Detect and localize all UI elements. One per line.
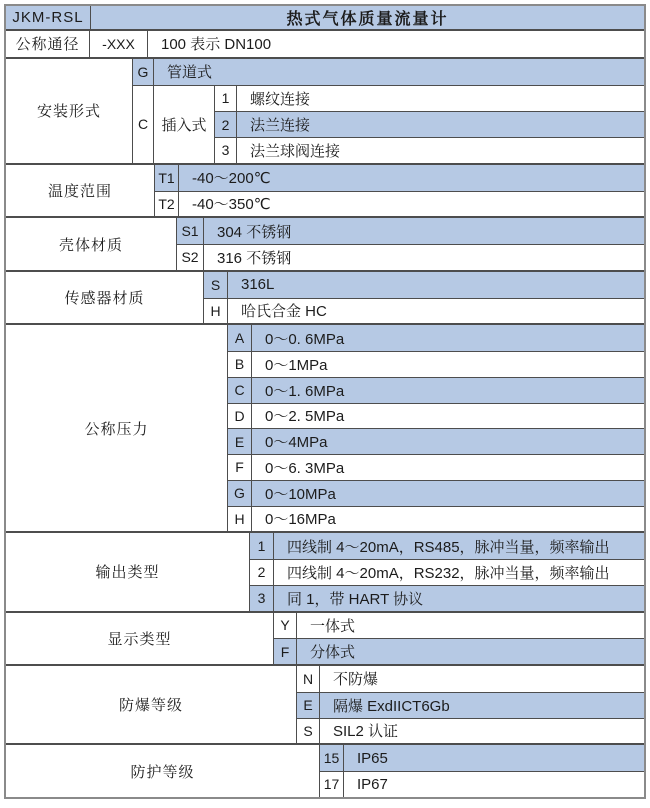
option-code: 3: [250, 586, 274, 611]
option-code: 1: [215, 86, 237, 112]
option-desc: 法兰连接: [237, 112, 644, 137]
option-code: S: [204, 272, 228, 298]
section-protection-rating: [6, 743, 644, 797]
option-code: Y: [274, 613, 297, 639]
option-code: G: [228, 481, 252, 506]
section-nominal-diameter: [6, 29, 644, 57]
table-row: [274, 638, 644, 664]
section-label: 防爆等级: [6, 666, 297, 743]
table-row: [228, 480, 644, 506]
table-row: [250, 559, 644, 585]
option-desc: 一体式: [310, 617, 356, 635]
option-code: 15: [320, 745, 344, 771]
option-code: F: [274, 639, 297, 664]
table-row: [320, 745, 644, 771]
option-code: 2: [215, 112, 237, 137]
option-desc: 同 1，带 HART 协议: [274, 586, 644, 611]
table-row: [133, 59, 644, 85]
option-desc: 0～0. 6MPa: [252, 325, 644, 351]
option-desc: 四线制 4～20mA，RS485，脉冲当量，频率输出: [274, 533, 644, 559]
option-code: A: [228, 325, 252, 351]
option-code: 3: [215, 138, 237, 163]
option-desc: 法兰球阀连接: [250, 142, 341, 160]
option-code: 2: [250, 560, 274, 585]
table-row: [228, 351, 644, 377]
option-desc: 0～1MPa: [265, 356, 328, 374]
table-row: [320, 771, 644, 797]
option-code: C: [133, 86, 154, 163]
option-code: T2: [155, 192, 179, 217]
option-desc: 四线制 4～20mA，RS232，脉冲当量，频率输出: [287, 564, 610, 582]
section-install-type: [6, 57, 644, 163]
option-desc: 0～6. 3MPa: [265, 459, 345, 477]
option-desc: 0～2. 5MPa: [265, 408, 345, 426]
option-code: S2: [177, 245, 204, 270]
option-code: 1: [250, 533, 274, 559]
section-explosion-proof-rating: [6, 664, 644, 743]
option-desc: 不防爆: [333, 671, 379, 689]
option-code: H: [204, 299, 228, 324]
model-code: JKM-RSL: [6, 6, 91, 29]
option-desc: IP65: [344, 745, 644, 771]
table-row: [297, 718, 644, 744]
option-desc: 100 表示 DN100: [161, 36, 272, 54]
section-display-type: [6, 611, 644, 665]
table-row: [228, 377, 644, 403]
table-row: [177, 218, 644, 244]
option-desc: 0～10MPa: [252, 481, 644, 506]
option-code: C: [228, 378, 252, 403]
table-row: [228, 325, 644, 351]
section-temperature-range: [6, 163, 644, 217]
model-selection-table: [4, 4, 646, 799]
option-code: E: [297, 693, 320, 718]
section-label: 防护等级: [6, 745, 320, 797]
option-desc: 316 不锈钢: [217, 249, 292, 267]
option-code: 17: [320, 772, 344, 797]
section-output-type: [6, 531, 644, 610]
section-label: 输出类型: [6, 533, 250, 610]
table-row: [215, 137, 644, 163]
section-label: 壳体材质: [6, 218, 177, 270]
option-desc: 隔爆 ExdIICT6Gb: [320, 693, 644, 718]
table-row: [274, 613, 644, 639]
option-desc: 哈氏合金 HC: [241, 303, 327, 321]
option-code: S1: [177, 218, 204, 244]
table-row: [228, 403, 644, 429]
table-row: [204, 272, 644, 298]
option-code: T1: [155, 165, 179, 191]
section-label: 公称通径: [6, 31, 90, 57]
table-row: [297, 666, 644, 692]
header-row: [6, 6, 644, 29]
option-code: -XXX: [90, 31, 148, 57]
option-desc: SIL2 认证: [333, 723, 399, 741]
table-row: [250, 533, 644, 559]
table-row: [155, 191, 644, 217]
option-desc: 分体式: [297, 639, 644, 664]
option-desc: 0～4MPa: [252, 429, 644, 454]
option-code: S: [297, 719, 320, 744]
option-desc: 0～16MPa: [265, 511, 336, 529]
option-desc: 304 不锈钢: [204, 218, 644, 244]
section-sensor-material: [6, 270, 644, 324]
option-code: H: [228, 507, 252, 532]
section-label: 公称压力: [6, 325, 228, 531]
option-desc: -40～200℃: [179, 165, 644, 191]
table-row: [177, 244, 644, 270]
section-label: 显示类型: [6, 613, 274, 665]
section-nominal-pressure: [6, 323, 644, 531]
table-row: [90, 31, 644, 57]
section-label: 温度范围: [6, 165, 155, 217]
section-label: 传感器材质: [6, 272, 204, 324]
option-desc: 0～1. 6MPa: [252, 378, 644, 403]
section-label: 安装形式: [6, 59, 133, 163]
option-code: G: [133, 59, 154, 85]
option-code: D: [228, 404, 252, 429]
product-title: 热式气体质量流量计: [91, 6, 644, 29]
table-row: [204, 298, 644, 324]
insert-type-block: [133, 85, 644, 163]
option-desc: 螺纹连接: [250, 90, 311, 108]
table-row: [228, 454, 644, 480]
insert-type-label: 插入式: [154, 86, 215, 163]
option-desc: 316L: [228, 272, 644, 298]
table-row: [228, 428, 644, 454]
option-desc: 管道式: [154, 59, 644, 85]
table-row: [155, 165, 644, 191]
table-row: [297, 692, 644, 718]
table-row: [228, 506, 644, 532]
option-code: F: [228, 455, 252, 480]
table-row: [215, 86, 644, 112]
option-code: E: [228, 429, 252, 454]
section-housing-material: [6, 216, 644, 270]
option-code: N: [297, 666, 320, 692]
option-code: B: [228, 352, 252, 377]
table-row: [215, 111, 644, 137]
option-desc: -40～350℃: [192, 196, 271, 214]
option-desc: IP67: [357, 775, 388, 793]
table-row: [250, 585, 644, 611]
